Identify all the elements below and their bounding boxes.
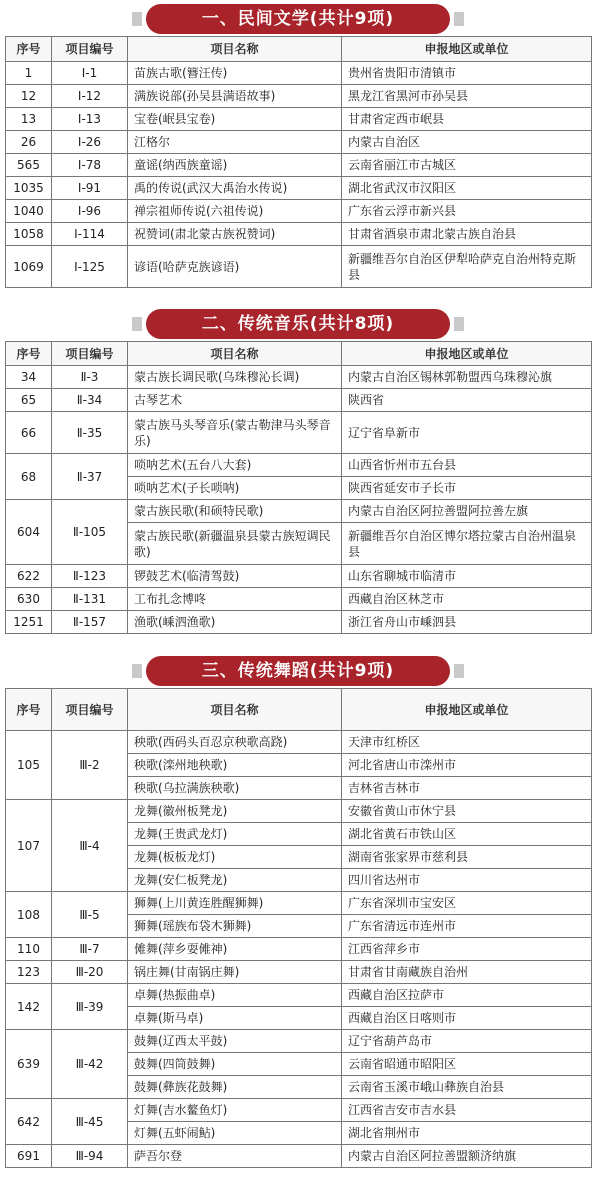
literature-table — [5, 36, 592, 288]
code-cell: Ⅰ-78 — [52, 154, 128, 177]
area-cell: 西藏自治区日喀则市 — [342, 1007, 592, 1030]
area-cell: 贵州省贵阳市清镇市 — [342, 62, 592, 85]
table-row — [6, 611, 592, 634]
seq-cell: 604 — [6, 500, 52, 565]
area-cell: 新疆维吾尔自治区博尔塔拉蒙古自治州温泉县 — [342, 523, 592, 565]
area-cell: 陕西省 — [342, 389, 592, 412]
table-row — [6, 154, 592, 177]
table-row — [6, 1030, 592, 1053]
section-banner-literature: 一、民间文学(共计9项) — [146, 4, 450, 34]
item-name-cell: 鼓舞(彝族花鼓舞) — [128, 1076, 342, 1099]
item-name-cell: 童谣(纳西族童谣) — [128, 154, 342, 177]
item-name-cell: 蒙古族马头琴音乐(蒙古勒津马头琴音乐) — [128, 412, 342, 454]
item-name-cell: 秧歌(滦州地秧歌) — [128, 754, 342, 777]
seq-cell: 26 — [6, 131, 52, 154]
item-name-cell: 萨吾尔登 — [128, 1145, 342, 1168]
header-row — [6, 37, 592, 62]
table-row — [6, 892, 592, 915]
seq-cell: 142 — [6, 984, 52, 1030]
section-banner-music: 二、传统音乐(共计8项) — [146, 309, 450, 339]
item-name-cell: 工布扎念博咚 — [128, 588, 342, 611]
area-cell: 云南省昭通市昭阳区 — [342, 1053, 592, 1076]
area-cell: 安徽省黄山市休宁县 — [342, 800, 592, 823]
area-cell: 内蒙古自治区阿拉善盟额济纳旗 — [342, 1145, 592, 1168]
table-row — [6, 731, 592, 754]
seq-cell: 1058 — [6, 223, 52, 246]
header-row — [6, 342, 592, 366]
seq-cell: 1040 — [6, 200, 52, 223]
code-cell: Ⅱ-35 — [52, 412, 128, 454]
header-name: 项目名称 — [128, 342, 342, 366]
header-seq: 序号 — [6, 37, 52, 62]
item-name-cell: 卓舞(斯马卓) — [128, 1007, 342, 1030]
code-cell: Ⅱ-34 — [52, 389, 128, 412]
section-banner-dance: 三、传统舞蹈(共计9项) — [146, 656, 450, 686]
code-cell: Ⅱ-131 — [52, 588, 128, 611]
item-name-cell: 龙舞(王贵武龙灯) — [128, 823, 342, 846]
area-cell: 甘肃省酒泉市肃北蒙古族自治县 — [342, 223, 592, 246]
item-name-cell: 唢呐艺术(子长唢呐) — [128, 477, 342, 500]
item-name-cell: 狮舞(瑶族布袋木狮舞) — [128, 915, 342, 938]
area-cell: 广东省清远市连州市 — [342, 915, 592, 938]
area-cell: 山东省聊城市临清市 — [342, 565, 592, 588]
table-row — [6, 588, 592, 611]
code-cell: Ⅲ-45 — [52, 1099, 128, 1145]
area-cell: 内蒙古自治区阿拉善盟阿拉善左旗 — [342, 500, 592, 523]
area-cell: 陕西省延安市子长市 — [342, 477, 592, 500]
area-cell: 甘肃省甘南藏族自治州 — [342, 961, 592, 984]
table-row — [6, 454, 592, 477]
item-name-cell: 禹的传说(武汉大禹治水传说) — [128, 177, 342, 200]
item-name-cell: 祝赞词(肃北蒙古族祝赞词) — [128, 223, 342, 246]
area-cell: 辽宁省葫芦岛市 — [342, 1030, 592, 1053]
code-cell: Ⅱ-105 — [52, 500, 128, 565]
table-row — [6, 366, 592, 389]
area-cell: 湖北省荆州市 — [342, 1122, 592, 1145]
seq-cell: 1069 — [6, 246, 52, 288]
header-name: 项目名称 — [128, 689, 342, 731]
item-name-cell: 龙舞(徽州板凳龙) — [128, 800, 342, 823]
area-cell: 广东省云浮市新兴县 — [342, 200, 592, 223]
item-name-cell: 灯舞(吉水鳌鱼灯) — [128, 1099, 342, 1122]
seq-cell: 65 — [6, 389, 52, 412]
area-cell: 甘肃省定西市岷县 — [342, 108, 592, 131]
table-row — [6, 223, 592, 246]
code-cell: Ⅱ-3 — [52, 366, 128, 389]
seq-cell: 691 — [6, 1145, 52, 1168]
table-row — [6, 565, 592, 588]
seq-cell: 68 — [6, 454, 52, 500]
header-code: 项目编号 — [52, 689, 128, 731]
code-cell: Ⅰ-1 — [52, 62, 128, 85]
area-cell: 江西省吉安市吉水县 — [342, 1099, 592, 1122]
header-area: 申报地区或单位 — [342, 342, 592, 366]
area-cell: 湖南省张家界市慈利县 — [342, 846, 592, 869]
header-code: 项目编号 — [52, 342, 128, 366]
item-name-cell: 卓舞(热振曲卓) — [128, 984, 342, 1007]
item-name-cell: 满族说部(孙吴县满语故事) — [128, 85, 342, 108]
code-cell: Ⅰ-114 — [52, 223, 128, 246]
seq-cell: 34 — [6, 366, 52, 389]
item-name-cell: 龙舞(板板龙灯) — [128, 846, 342, 869]
header-area: 申报地区或单位 — [342, 37, 592, 62]
table-row — [6, 200, 592, 223]
area-cell: 湖北省黄石市铁山区 — [342, 823, 592, 846]
table-row — [6, 1145, 592, 1168]
header-area: 申报地区或单位 — [342, 689, 592, 731]
table-row — [6, 246, 592, 288]
item-name-cell: 锅庄舞(甘南锅庄舞) — [128, 961, 342, 984]
table-row — [6, 389, 592, 412]
code-cell: Ⅲ-39 — [52, 984, 128, 1030]
seq-cell: 565 — [6, 154, 52, 177]
code-cell: Ⅲ-4 — [52, 800, 128, 892]
seq-cell: 123 — [6, 961, 52, 984]
seq-cell: 13 — [6, 108, 52, 131]
area-cell: 天津市红桥区 — [342, 731, 592, 754]
seq-cell: 105 — [6, 731, 52, 800]
area-cell: 广东省深圳市宝安区 — [342, 892, 592, 915]
header-code: 项目编号 — [52, 37, 128, 62]
header-seq: 序号 — [6, 342, 52, 366]
seq-cell: 1035 — [6, 177, 52, 200]
dance-table — [5, 688, 592, 1168]
area-cell: 江西省萍乡市 — [342, 938, 592, 961]
seq-cell: 66 — [6, 412, 52, 454]
item-name-cell: 江格尔 — [128, 131, 342, 154]
area-cell: 内蒙古自治区 — [342, 131, 592, 154]
area-cell: 西藏自治区拉萨市 — [342, 984, 592, 1007]
item-name-cell: 鼓舞(四筒鼓舞) — [128, 1053, 342, 1076]
code-cell: Ⅱ-157 — [52, 611, 128, 634]
header-name: 项目名称 — [128, 37, 342, 62]
item-name-cell: 鼓舞(辽西太平鼓) — [128, 1030, 342, 1053]
seq-cell: 622 — [6, 565, 52, 588]
area-cell: 湖北省武汉市汉阳区 — [342, 177, 592, 200]
code-cell: Ⅲ-7 — [52, 938, 128, 961]
item-name-cell: 古琴艺术 — [128, 389, 342, 412]
table-row — [6, 62, 592, 85]
table-row — [6, 800, 592, 823]
item-name-cell: 谚语(哈萨克族谚语) — [128, 246, 342, 288]
table-row — [6, 938, 592, 961]
table-row — [6, 177, 592, 200]
item-name-cell: 宝卷(岷县宝卷) — [128, 108, 342, 131]
item-name-cell: 蒙古族民歌(和硕特民歌) — [128, 500, 342, 523]
table-row — [6, 500, 592, 523]
code-cell: Ⅲ-20 — [52, 961, 128, 984]
item-name-cell: 秧歌(西码头百忍京秧歌高跷) — [128, 731, 342, 754]
code-cell: Ⅰ-91 — [52, 177, 128, 200]
item-name-cell: 蒙古族民歌(新疆温泉县蒙古族短调民歌) — [128, 523, 342, 565]
item-name-cell: 苗族古歌(簪汪传) — [128, 62, 342, 85]
area-cell: 吉林省吉林市 — [342, 777, 592, 800]
area-cell: 云南省玉溪市峨山彝族自治县 — [342, 1076, 592, 1099]
table-row — [6, 1099, 592, 1122]
area-cell: 山西省忻州市五台县 — [342, 454, 592, 477]
code-cell: Ⅰ-13 — [52, 108, 128, 131]
table-row — [6, 108, 592, 131]
area-cell: 浙江省舟山市嵊泗县 — [342, 611, 592, 634]
header-seq: 序号 — [6, 689, 52, 731]
code-cell: Ⅱ-37 — [52, 454, 128, 500]
area-cell: 云南省丽江市古城区 — [342, 154, 592, 177]
table-row — [6, 412, 592, 454]
seq-cell: 12 — [6, 85, 52, 108]
code-cell: Ⅰ-12 — [52, 85, 128, 108]
item-name-cell: 秧歌(乌拉满族秧歌) — [128, 777, 342, 800]
code-cell: Ⅰ-96 — [52, 200, 128, 223]
item-name-cell: 傩舞(萍乡耍傩神) — [128, 938, 342, 961]
area-cell: 辽宁省阜新市 — [342, 412, 592, 454]
code-cell: Ⅰ-26 — [52, 131, 128, 154]
area-cell: 内蒙古自治区锡林郭勒盟西乌珠穆沁旗 — [342, 366, 592, 389]
table-row — [6, 961, 592, 984]
header-row — [6, 689, 592, 731]
seq-cell: 1 — [6, 62, 52, 85]
code-cell: Ⅲ-2 — [52, 731, 128, 800]
seq-cell: 639 — [6, 1030, 52, 1099]
table-row — [6, 85, 592, 108]
item-name-cell: 禅宗祖师传说(六祖传说) — [128, 200, 342, 223]
seq-cell: 108 — [6, 892, 52, 938]
code-cell: Ⅲ-42 — [52, 1030, 128, 1099]
code-cell: Ⅲ-5 — [52, 892, 128, 938]
item-name-cell: 灯舞(五虾闹鲇) — [128, 1122, 342, 1145]
seq-cell: 630 — [6, 588, 52, 611]
seq-cell: 107 — [6, 800, 52, 892]
item-name-cell: 锣鼓艺术(临清驾鼓) — [128, 565, 342, 588]
area-cell: 新疆维吾尔自治区伊犁哈萨克自治州特克斯县 — [342, 246, 592, 288]
item-name-cell: 渔歌(嵊泗渔歌) — [128, 611, 342, 634]
music-table — [5, 341, 592, 634]
table-row — [6, 984, 592, 1007]
area-cell: 黑龙江省黑河市孙吴县 — [342, 85, 592, 108]
area-cell: 四川省达州市 — [342, 869, 592, 892]
seq-cell: 110 — [6, 938, 52, 961]
item-name-cell: 唢呐艺术(五台八大套) — [128, 454, 342, 477]
area-cell: 西藏自治区林芝市 — [342, 588, 592, 611]
code-cell: Ⅰ-125 — [52, 246, 128, 288]
item-name-cell: 蒙古族长调民歌(乌珠穆沁长调) — [128, 366, 342, 389]
item-name-cell: 狮舞(上川黄连胜醒狮舞) — [128, 892, 342, 915]
code-cell: Ⅲ-94 — [52, 1145, 128, 1168]
code-cell: Ⅱ-123 — [52, 565, 128, 588]
area-cell: 河北省唐山市滦州市 — [342, 754, 592, 777]
seq-cell: 642 — [6, 1099, 52, 1145]
seq-cell: 1251 — [6, 611, 52, 634]
table-row — [6, 131, 592, 154]
item-name-cell: 龙舞(安仁板凳龙) — [128, 869, 342, 892]
